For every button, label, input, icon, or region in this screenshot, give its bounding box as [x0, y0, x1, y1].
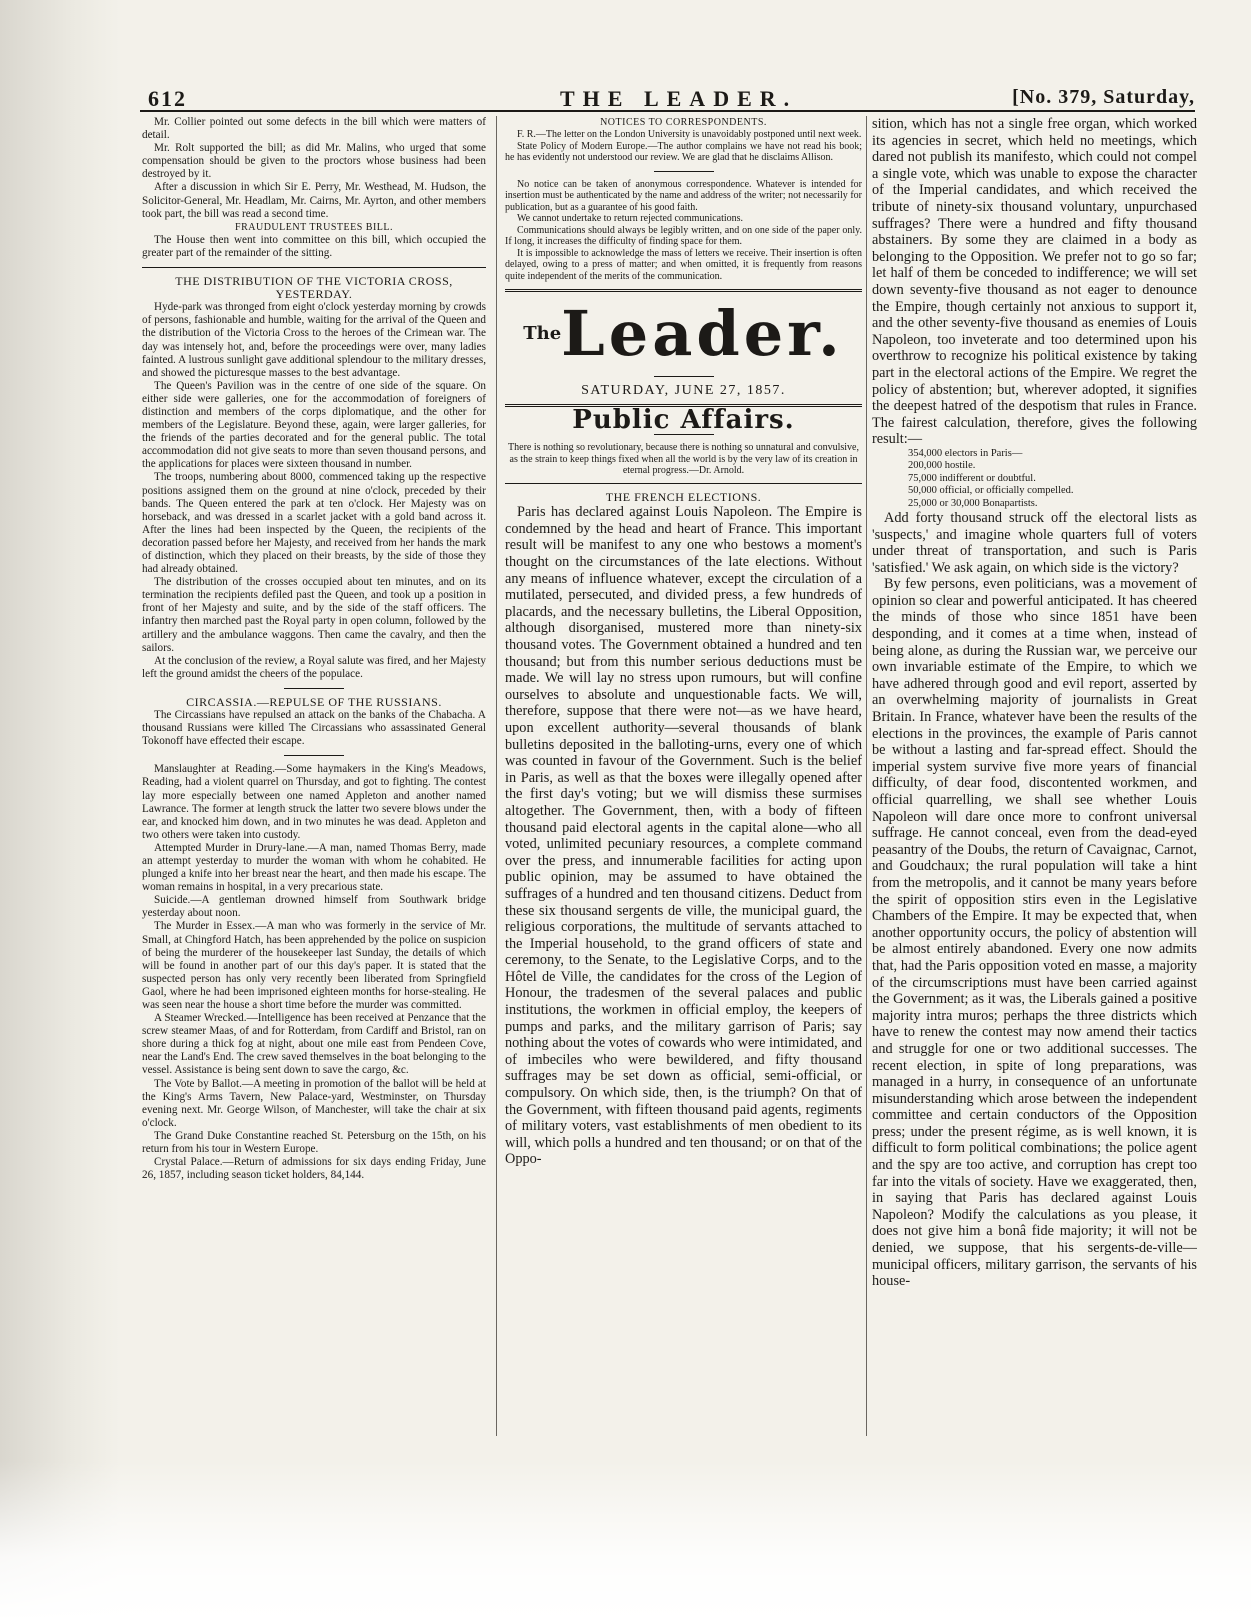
news-item: Manslaughter at Reading.—Some haymakers in the King's Meadows, Reading, had a violent quarrel on Thursday, and got to fighting. The contest lay more especially between one named Appleton and another named Lawrance. The former at length struck the latter two severe blows under the ear, and knocked him down, and in two minutes he was dead. Appleton and two others were taken into custody.	[142, 763, 486, 841]
notice: State Policy of Modern Europe.—The author complains we have not read his book; he has evidently not understood our review. We are glad that he disclaims Allison.	[505, 140, 862, 164]
column-left	[142, 116, 486, 1486]
paragraph: The House then went into committee on this bill, which occupied the greater part of the remainder of the sitting.	[142, 233, 486, 259]
paragraph: sition, which has not a single free organ, which worked its agencies in secret, which held no meetings, which dared not publish its manifesto, which could not compel a single vote, which was unable to expose the character of the Imperial candidates, and which received the tribute of ninety-six thousand voluntary, unpurchased suffrages? There were a hundred and fifty thousand abstainers. By some they are claimed in a body as belonging to the Opposition. We prefer not to go so far; let half of them be conceded to indifference; we will set down seventy-five thousand as not eager to denounce the Empire, though certainly not anxious to support it, and the other seventy-five thousand as enemies of Louis Napoleon, too inveterate and too determined upon his overthrow to recognize his political existence by taking part in the electoral actions of the Empire. We regret the policy of abstention; but, wherever adopted, it signifies the deepest hatred of the despotism that rules in France. The fairest calculation, therefore, gives the following result:—	[872, 116, 1197, 448]
page-header	[140, 84, 1195, 112]
divider	[284, 688, 344, 689]
notice: F. R.—The letter on the London University is unavoidably postponed until next week.	[517, 129, 862, 141]
article-continuation	[872, 116, 1197, 1290]
article-body	[505, 504, 862, 1168]
page-edge-shadow	[0, 0, 120, 1621]
paragraph: The distribution of the crosses occupied about ten minutes, and on its termination the recipients defiled past the Queen, and took up a position in front of her Majesty and suite, and by the side of the staff officers. The infantry then marched past the Royal party in open column, followed by the artillery and the ambulance waggons. Then came the cavalry, and then the sailors.	[142, 576, 486, 654]
paragraph: Hyde-park was thronged from eight o'clock yesterday morning by crowds of persons, fashionable and humble, waiting for the arrival of the Queen and the distribution of the Victoria Cross to the heroes of the Crimean war. The day was intensely hot, and, before the proceedings were over, many ladies fainted. A lustrous sunlight gave additional splendour to the military dresses, and showed the picturesque masses to the best advantage.	[142, 301, 486, 379]
news-item: The Murder in Essex.—A man who was formerly in the service of Mr. Small, at Chingford Hatch, has been apprehended by the police on suspicion of being the murderer of the housekeeper last Sunday, the details of which will be found in another part of our this day's paper. It is stated that the suspected person has only very recently been liberated from Springfield Gaol, where he had been imprisoned eighteen months for horse-stealing. He was seen near the house a short time before the murder was committed.	[142, 920, 486, 1011]
figure-line: 75,000 indifferent or doubtful.	[908, 472, 1036, 484]
news-item: Suicide.—A gentleman drowned himself from Southwark bridge yesterday about noon.	[142, 894, 486, 920]
divider	[284, 755, 344, 756]
divider	[505, 483, 862, 484]
column-middle	[505, 116, 862, 1511]
paragraph: Mr. Rolt supported the bill; as did Mr. Malins, who urged that some compensation should be given to the proctors whose business had been destroyed by it.	[142, 142, 486, 181]
section-title: Public Affairs.	[572, 405, 795, 436]
page-bottom-fade	[0, 1461, 1251, 1621]
news-item: Attempted Murder in Drury-lane.—A man, named Thomas Berry, made an attempt yesterday to murder the woman with whom he cohabited. He plunged a knife into her breast near the heart, and then made his escape. The woman remains in hospital, in a very precarious state.	[142, 841, 486, 894]
news-item: The Vote by Ballot.—A meeting in promotion of the ballot will be held at the King's Arms Tavern, New Palace-yard, Westminster, on Thursday evening next. Mr. George Wilson, of Manchester, will take the chair at six o'clock.	[142, 1077, 486, 1129]
article-heading: CIRCASSIA.—REPULSE OF THE RUSSIANS.	[186, 694, 442, 709]
newspaper-title: THE LEADER.	[560, 86, 798, 111]
figure-line: 354,000 electors in Paris—	[908, 447, 1023, 459]
section-subheading: FRAUDULENT TRUSTEES BILL.	[235, 221, 393, 233]
column-divider	[866, 116, 867, 1436]
paragraph: By few persons, even politicians, was a movement of opinion so clear and powerful anticipated. It has cheered the minds of those who since 1851 have been desponding, and it comes at a time when, instead of being alone, as during the Russian war, we perceive our own invariable estimate of the Empire, to which we have adhered through good and evil report, asserted by an overwhelming majority of journalists in Great Britain. In France, whatever have been the results of the elections in the provinces, the example of Paris cannot be without a lasting and far-spread effect. Should the imperial system survive five more years of financial difficulty, of dear food, discontented workmen, and official quarrelling, we shall see whether Louis Napoleon will dare once more to confront universal suffrage. He cannot conceal, even from the dead-eyed peasantry of the Doubs, the return of Cavaignac, Carnot, and Goudchaux; the rural population will take a hint from the metropolis, and it cannot be many years before the spirit of opposition stirs even in the Legislative Chambers of the Empire. It may be expected that, when another opportunity occurs, the policy of abstention will be almost entirely abandoned. Every one now admits that, had the Paris opposition voted en masse, a majority of the circumscriptions must have been carried against the Government; as it was, the Liberals gained a positive majority intra muros; perhaps the three districts which have to renew the contest may now amend their tactics and struggle for one or two additional successes. The recent election, in spite of long preparations, was managed in a hurry, in consequence of an unfortunate misunderstanding which arose between the independent committee and certain conductors of the Opposition press; under the present régime, as is well known, it is difficult to form political combinations; the police agent and the spy are too active, and corruption has crept too far into the vitals of society. Have we exaggerated, then, in saying that Paris has declared against Louis Napoleon? Modify the calculations as you please, it does not give him a bonâ fide majority; it will not be denied, we suppose, that his sergents-de-ville—municipal officers, military garrison, the servants of his house-	[872, 576, 1197, 1290]
paragraph: Paris has declared against Louis Napoleon. The Empire is condemned by the head and heart of France. This important result will be manifest to any one who bestows a moment's thought on the circumstances of the late elections. Without any means of influence whatever, except the circulation of a mutilated, persecuted, and divided press, a few hundreds of placards, and the necessary bulletins, the Liberal Opposition, although disorganised, mustered more than ninety-six thousand votes. The Government obtained a hundred and ten thousand; but from this number serious deductions must be made. We will lay no stress upon rumours, but will confine ourselves to absolute and unquestionable facts. We will, therefore, suppose that there were not—as we have heard, upon excellent authority—several thousands of blank bulletins deposited in the balloting-urns, every one of which was counted in favour of the Government. Such is the belief in Paris, as well as that the boxes were illegally opened after the first day's voting; but we will dismiss these surmises altogether. The Government, then, with a body of fifteen thousand paid electoral agents in the capital alone—who all voted, unlimited pecuniary resources, a complete command over the press, and innumerable facilities for acting upon public opinion, may be assumed to have obtained the suffrages of a hundred and ten thousand citizens. Deduct from these six thousand sergents de ville, the municipal guard, the religious corporations, the multitude of servants attached to the Imperial household, to the grand officers of state and ceremony, to the Senate, to the Legislative Corps, and to the Hôtel de Ville, the candidates for the cross of the Legion of Honour, the tradesmen of the several palaces and public institutions, the workmen in official employ, the keepers of pumps and parks, and the military garrison of Paris; say nothing about the votes of cowards who were intimidated, and of imbeciles who were bewildered, and fifty thousand suffrages may be set down as official, semi-official, or compulsory. On which side, then, is the triumph? On that of the Government, with fifteen thousand paid agents, regiments of military voters, vast establishments of men obedient to its will, which polls a hundred and ten thousand; or on that of the Oppo-	[505, 504, 862, 1168]
news-item: Crystal Palace.—Return of admissions for six days ending Friday, June 26, 1857, including season ticket holders, 84,144.	[142, 1156, 486, 1182]
article-heading: THE FRENCH ELECTIONS.	[605, 490, 762, 505]
divider	[505, 289, 862, 292]
masthead	[505, 299, 862, 369]
issue-number: [No. 379, Saturday,	[1012, 86, 1195, 108]
paragraph: At the conclusion of the review, a Royal salute was fired, and her Majesty left the ground amidst the cheers of the populace.	[142, 654, 486, 680]
paragraph: The Circassians have repulsed an attack on the banks of the Chabacha. A thousand Russians were killed The Circassians who assassinated General Tokonoff have effected their escape.	[142, 709, 486, 748]
paragraph: Add forty thousand struck off the electoral lists as 'suspects,' and imagine whole quarters full of voters under threat of transportation, and such is Paris 'satisfied.' We ask again, on which side is the victory?	[872, 509, 1197, 576]
figure-line: 200,000 hostile.	[908, 460, 976, 472]
epigraph: There is nothing so revolutionary, because there is nothing so unnatural and convulsive, as the strain to keep things fixed when all the world is by the very law of its creation in eternal progress.—Dr. Arnold.	[508, 442, 859, 476]
article-heading: THE DISTRIBUTION OF THE VICTORIA CROSS, YESTERDAY.	[175, 274, 453, 302]
page-number: 612	[148, 86, 187, 111]
column-right	[872, 116, 1197, 1516]
dateline: SATURDAY, JUNE 27, 1857.	[581, 383, 786, 399]
notices-heading: NOTICES TO CORRESPONDENTS.	[600, 117, 767, 128]
notice-rule: It is impossible to acknowledge the mass of letters we receive. Their insertion is often delayed, owing to a press of matter; and when omitted, it is frequently from reasons quite independent of the merits of the communication.	[505, 247, 862, 282]
paragraph: After a discussion in which Sir E. Perry, Mr. Westhead, M. Hudson, the Solicitor-General, Mr. Headlam, Mr. Cairns, Mr. Ayrton, and other members took part, the bill was read a second time.	[142, 181, 486, 220]
notice-rule: We cannot undertake to return rejected communications.	[517, 213, 744, 225]
notice-rule: Communications should always be legibly written, and on one side of the paper only. If long, it increases the difficulty of finding space for them.	[505, 224, 862, 248]
paragraph: The Queen's Pavilion was in the centre of one side of the square. On either side were galleries, one for the accommodation of foreigners of distinction and members of the corps diplomatique, and the other for members of the Legislature. Beyond these, again, were larger galleries, for the friends of the parties decorated and for the general public. The total accommodation did not give seats to more than seven thousand persons, and the applications for places were sixteen thousand in number.	[142, 379, 486, 471]
paragraph: The troops, numbering about 8000, commenced taking up the respective positions assigned them on the ground at nine o'clock, preceded by their bands. The Queen entered the park at ten o'clock. Her Majesty was on horseback, and was dressed in a scarlet jacket with a gold band across it. After the lines had been inspected by the Queen, the recipients of the decoration passed before her Majesty, and received from her hands the mark of distinction, which they placed on their breasts, by the side of those they had already obtained.	[142, 471, 486, 576]
news-item: The Grand Duke Constantine reached St. Petersburg on the 15th, on his return from his tour in Western Europe.	[142, 1129, 486, 1156]
notice-rule: No notice can be taken of anonymous correspondence. Whatever is intended for insertion must be authenticated by the name and address of the writer; not necessarily for publication, but as a guarantee of his good faith.	[505, 178, 862, 213]
figure-line: 25,000 or 30,000 Bonapartists.	[908, 497, 1038, 509]
masthead-the: The	[523, 323, 562, 345]
paragraph: Mr. Collier pointed out some defects in the bill which were matters of detail.	[142, 116, 486, 142]
ornamental-rule	[654, 376, 714, 377]
divider	[654, 171, 714, 172]
figure-line: 50,000 official, or officially compelled.	[908, 485, 1074, 497]
masthead-title: Leader.	[561, 297, 844, 371]
news-item: A Steamer Wrecked.—Intelligence has been received at Penzance that the screw steamer Maas, of and for Rotterdam, from Cardiff and Bristol, ran on shore during a thick fog at night, about one mile east from Pendeen Cove, near the Land's End. The crew saved themselves in the boat belonging to the vessel. Assistance is being sent down to save the cargo, &c.	[142, 1012, 486, 1077]
divider	[142, 267, 486, 268]
column-divider	[496, 116, 497, 1436]
